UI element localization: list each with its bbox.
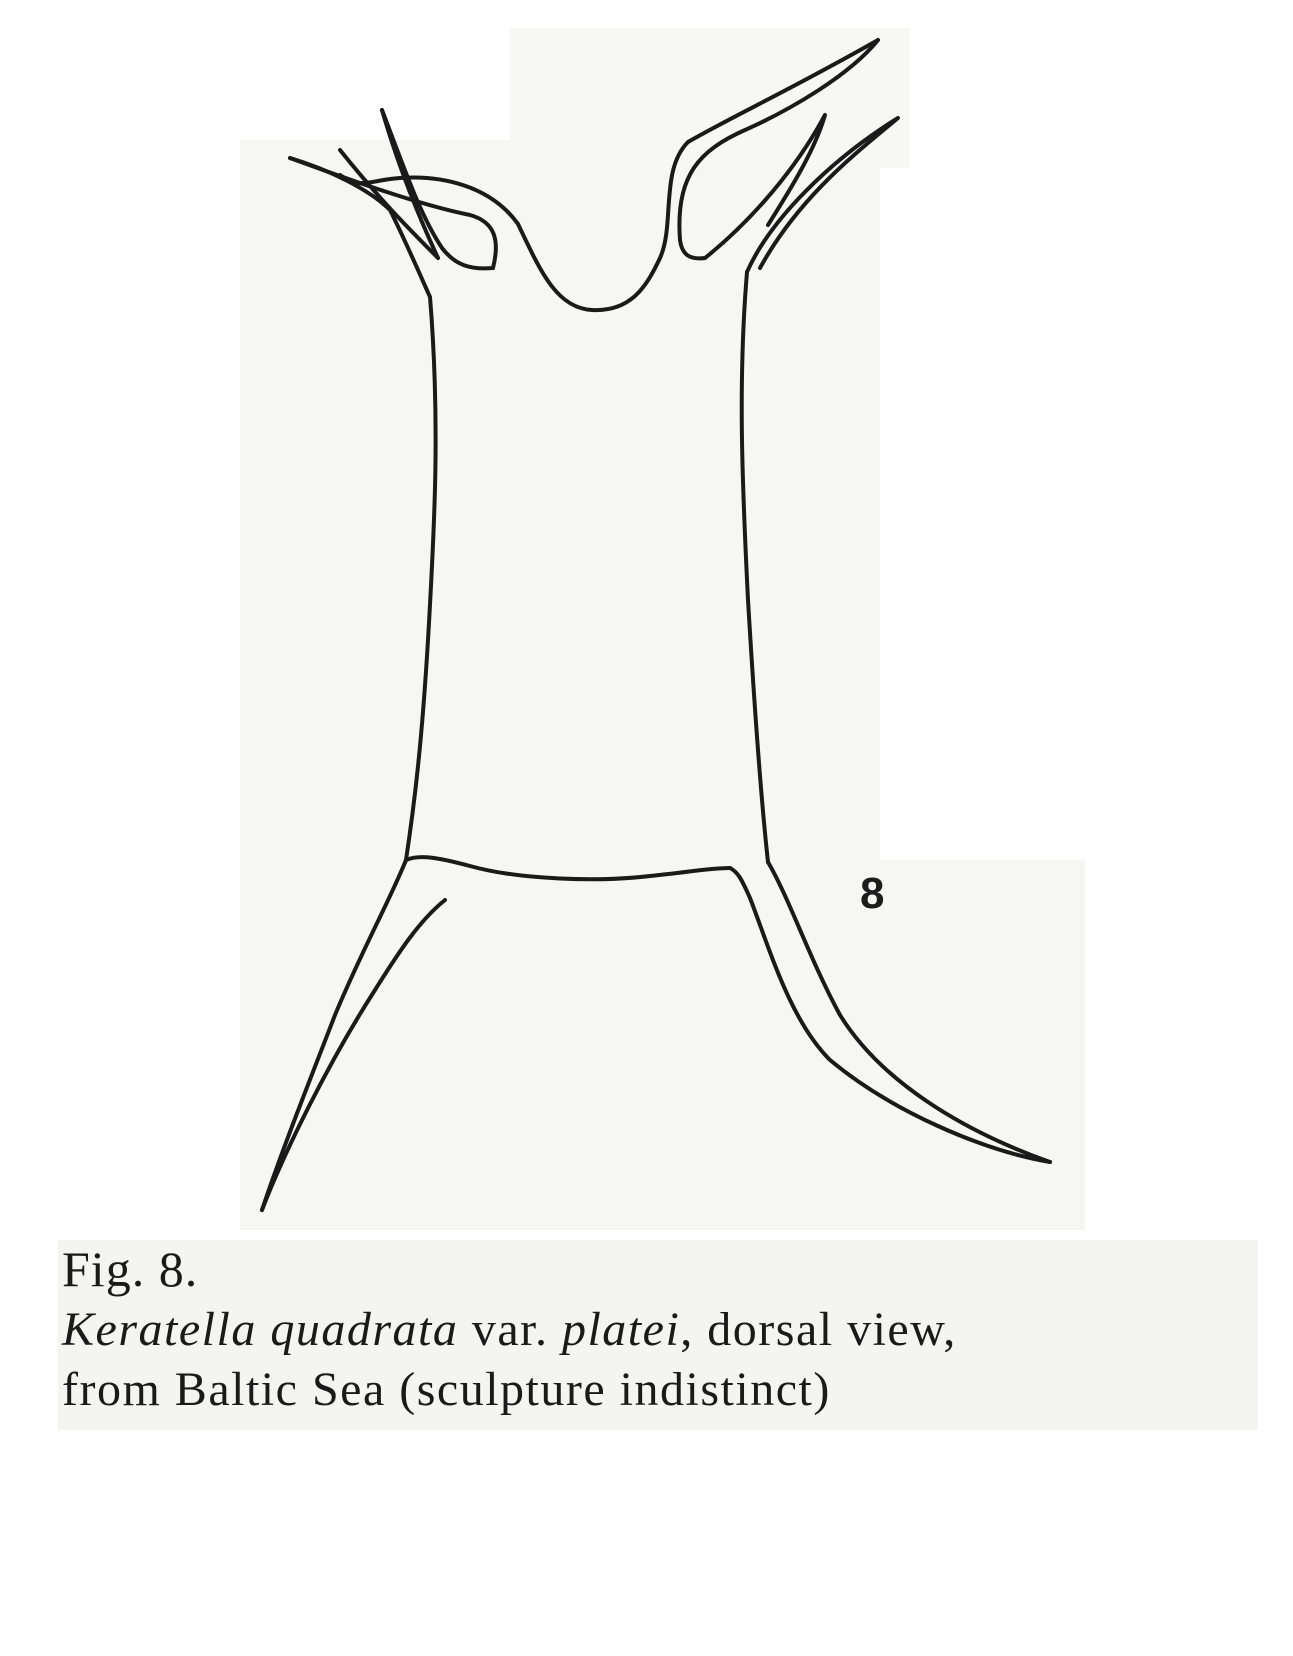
caption-var-prefix: var. — [471, 1303, 549, 1356]
lorica-left-wall — [406, 297, 436, 860]
figure-caption — [62, 1238, 1262, 1420]
right-posterior-spine-inner — [730, 868, 1050, 1162]
lorica-right-wall — [742, 272, 768, 862]
right-median-spine-inner — [679, 40, 878, 258]
caption-line-2: from Baltic Sea (sculpture indistinct) — [62, 1363, 831, 1416]
caption-line-1 — [62, 1300, 1262, 1360]
anterior-margin — [518, 142, 688, 310]
caption-variety-name: platei — [561, 1303, 681, 1356]
figure-number-label: 8 — [860, 869, 885, 918]
caption-species-name: Keratella quadrata — [62, 1303, 459, 1356]
caption-line-1-suffix: , dorsal view, — [680, 1303, 957, 1356]
right-posterior-spine-outer — [768, 862, 1050, 1162]
left-posterior-spine-inner — [262, 900, 445, 1210]
caption-fig-label: Fig. 8. — [62, 1241, 199, 1297]
posterior-margin — [406, 857, 730, 879]
right-median-spine-outer — [688, 40, 878, 142]
